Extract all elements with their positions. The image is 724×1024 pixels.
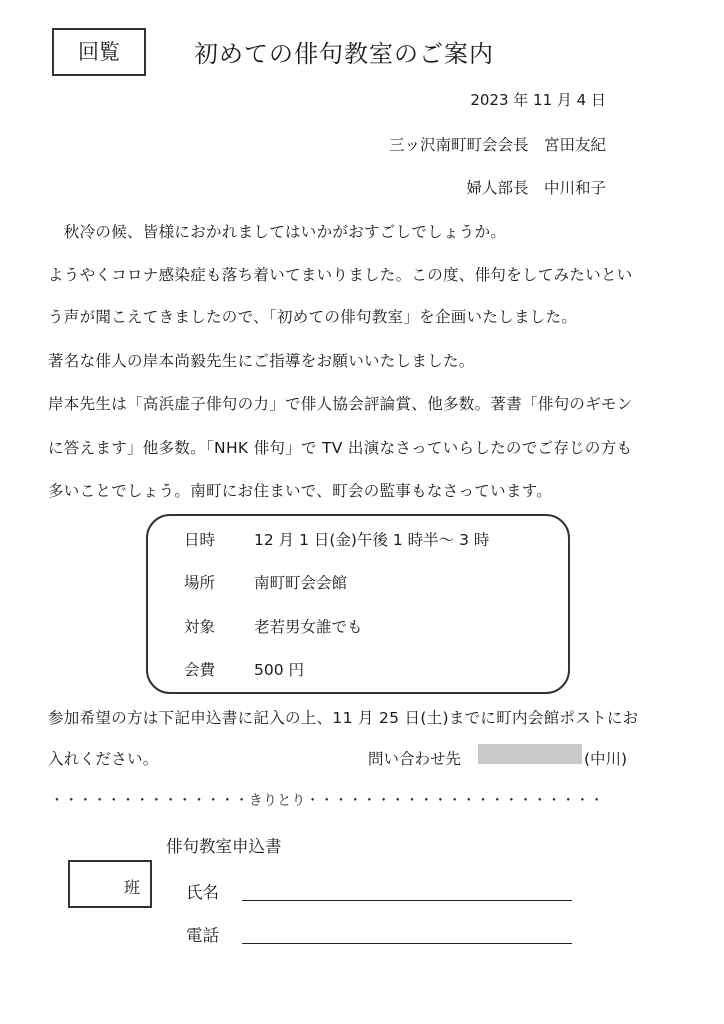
apply-instructions-line: 参加希望の方は下記申込書に記入の上、11 月 25 日(土)までに町内会館ポストにお: [48, 709, 639, 727]
info-label-datetime: 日時: [184, 531, 216, 549]
cut-line: ・・・・・・・・・・・・・・きりとり・・・・・・・・・・・・・・・・・・・・・: [50, 793, 604, 809]
body-line: 岸本先生は「高浜虚子俳句の力」で俳人協会評論賞、他多数。著書「俳句のギモン: [48, 395, 633, 413]
body-line: 著名な俳人の岸本尚毅先生にご指導をお願いいたしました。: [48, 352, 475, 370]
info-value-fee: 500 円: [254, 661, 305, 679]
info-label-audience: 対象: [184, 618, 216, 636]
info-label-fee: 会費: [184, 661, 216, 679]
body-line: 多いことでしょう。南町にお住まいで、町会の監事もなさっています。: [48, 482, 553, 500]
body-line: う声が聞こえてきましたので、「初めての俳句教室」を企画いたしました。: [48, 308, 578, 326]
sender-womens-division: 婦人部長 中川和子: [466, 179, 606, 197]
info-value-audience: 老若男女誰でも: [254, 618, 363, 636]
sender-chairperson: 三ッ沢南町町会会長 宮田友紀: [388, 136, 606, 154]
redacted-phone: [478, 744, 582, 764]
info-label-venue: 場所: [184, 574, 216, 592]
phone-field[interactable]: [242, 943, 572, 944]
contact-label: 問い合わせ先: [368, 750, 462, 768]
kairan-box: [52, 28, 146, 76]
info-value-datetime: 12 月 1 日(金)午後 1 時半～ 3 時: [254, 531, 490, 549]
body-line: に答えます」他多数。「NHK 俳句」で TV 出演なさっていらしたのでご存じの方も: [48, 439, 633, 457]
body-line: ようやくコロナ感染症も落ち着いてまいりました。この度、俳句をしてみたいとい: [48, 266, 633, 284]
issue-date: 2023 年 11 月 4 日: [470, 91, 606, 109]
body-line: 秋冷の候、皆様におかれましてはいかがおすごしでしょうか。: [48, 223, 507, 241]
name-label: 氏名: [186, 883, 219, 902]
info-value-venue: 南町町会会館: [254, 574, 348, 592]
document-title: 初めての俳句教室のご案内: [194, 40, 494, 68]
han-label: 班: [124, 878, 141, 897]
contact-name: (中川): [584, 750, 628, 768]
apply-instructions-line: 入れください。: [48, 750, 159, 768]
name-field[interactable]: [242, 900, 572, 901]
form-title: 俳句教室申込書: [166, 837, 282, 856]
phone-label: 電話: [186, 926, 219, 945]
kairan-label: 回覧: [78, 40, 120, 64]
